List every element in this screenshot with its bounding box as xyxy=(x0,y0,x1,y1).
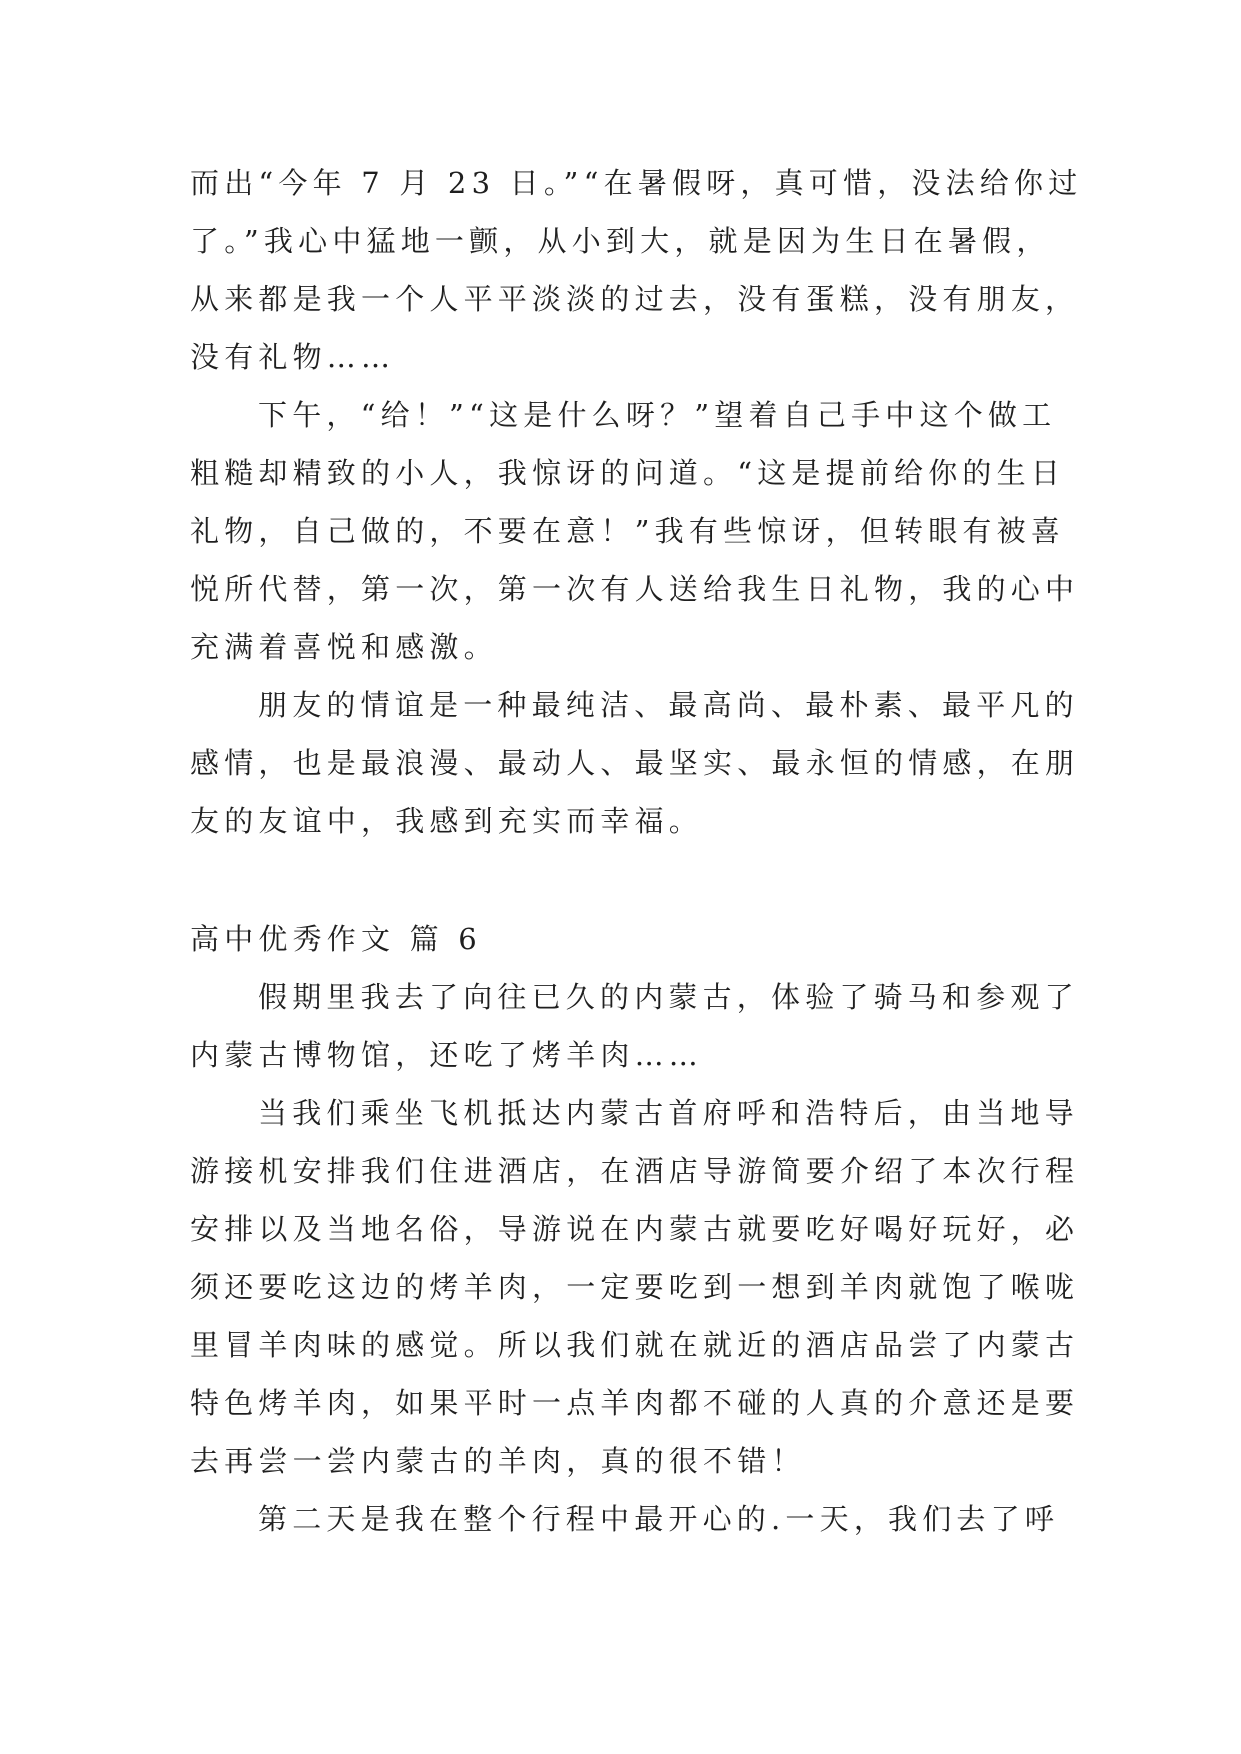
section-title: 高中优秀作文 篇 6 xyxy=(190,922,482,956)
paragraph-5-line-1: 当我们乘坐飞机抵达内蒙古首府呼和浩特后，由当地导 xyxy=(258,1096,1079,1130)
text-block-lower xyxy=(190,968,1080,1548)
paragraph-5-line-2: 游接机安排我们住进酒店，在酒店导游简要介绍了本次行程 xyxy=(190,1154,1080,1188)
paragraph-1-line-4: 没有礼物…… xyxy=(190,340,396,374)
paragraph-2-line-5: 充满着喜悦和感激。 xyxy=(190,630,498,664)
paragraph-6-line-1: 第二天是我在整个行程中最开心的.一天，我们去了呼 xyxy=(258,1502,1060,1536)
paragraph-5-line-4: 须还要吃这边的烤羊肉，一定要吃到一想到羊肉就饱了喉咙 xyxy=(190,1270,1080,1304)
paragraph-1-line-1: 而出“今年 7 月 23 日。”“在暑假呀，真可惜，没法给你过 xyxy=(190,166,1083,200)
paragraph-2-line-2: 粗糙却精致的小人，我惊讶的问道。“这是提前给你的生日 xyxy=(190,456,1066,490)
paragraph-4-line-2: 内蒙古博物馆，还吃了烤羊肉…… xyxy=(190,1038,704,1072)
paragraph-5-line-5: 里冒羊肉味的感觉。所以我们就在就近的酒店品尝了内蒙古 xyxy=(190,1328,1080,1362)
paragraph-2-line-4: 悦所代替，第一次，第一次有人送给我生日礼物，我的心中 xyxy=(190,572,1080,606)
paragraph-1-line-2: 了。”我心中猛地一颤，从小到大，就是因为生日在暑假， xyxy=(190,224,1051,258)
paragraph-5-line-6: 特色烤羊肉，如果平时一点羊肉都不碰的人真的介意还是要 xyxy=(190,1386,1080,1420)
text-block-upper xyxy=(190,154,1083,850)
paragraph-2-line-3: 礼物，自己做的，不要在意！”我有些惊讶，但转眼有被喜 xyxy=(190,514,1066,548)
paragraph-3-line-3: 友的友谊中，我感到充实而幸福。 xyxy=(190,804,704,838)
paragraph-3-line-1: 朋友的情谊是一种最纯洁、最高尚、最朴素、最平凡的 xyxy=(258,688,1079,722)
paragraph-3-line-2: 感情，也是最浪漫、最动人、最坚实、最永恒的情感，在朋 xyxy=(190,746,1080,780)
paragraph-4-line-1: 假期里我去了向往已久的内蒙古，体验了骑马和参观了 xyxy=(258,980,1079,1014)
paragraph-2-line-1: 下午，“给！”“这是什么呀？”望着自己手中这个做工 xyxy=(258,398,1057,432)
paragraph-5-line-3: 安排以及当地名俗，导游说在内蒙古就要吃好喝好玩好，必 xyxy=(190,1212,1080,1246)
paragraph-1-line-3: 从来都是我一个人平平淡淡的过去，没有蛋糕，没有朋友， xyxy=(190,282,1080,316)
paragraph-5-line-7: 去再尝一尝内蒙古的羊肉，真的很不错！ xyxy=(190,1444,806,1478)
